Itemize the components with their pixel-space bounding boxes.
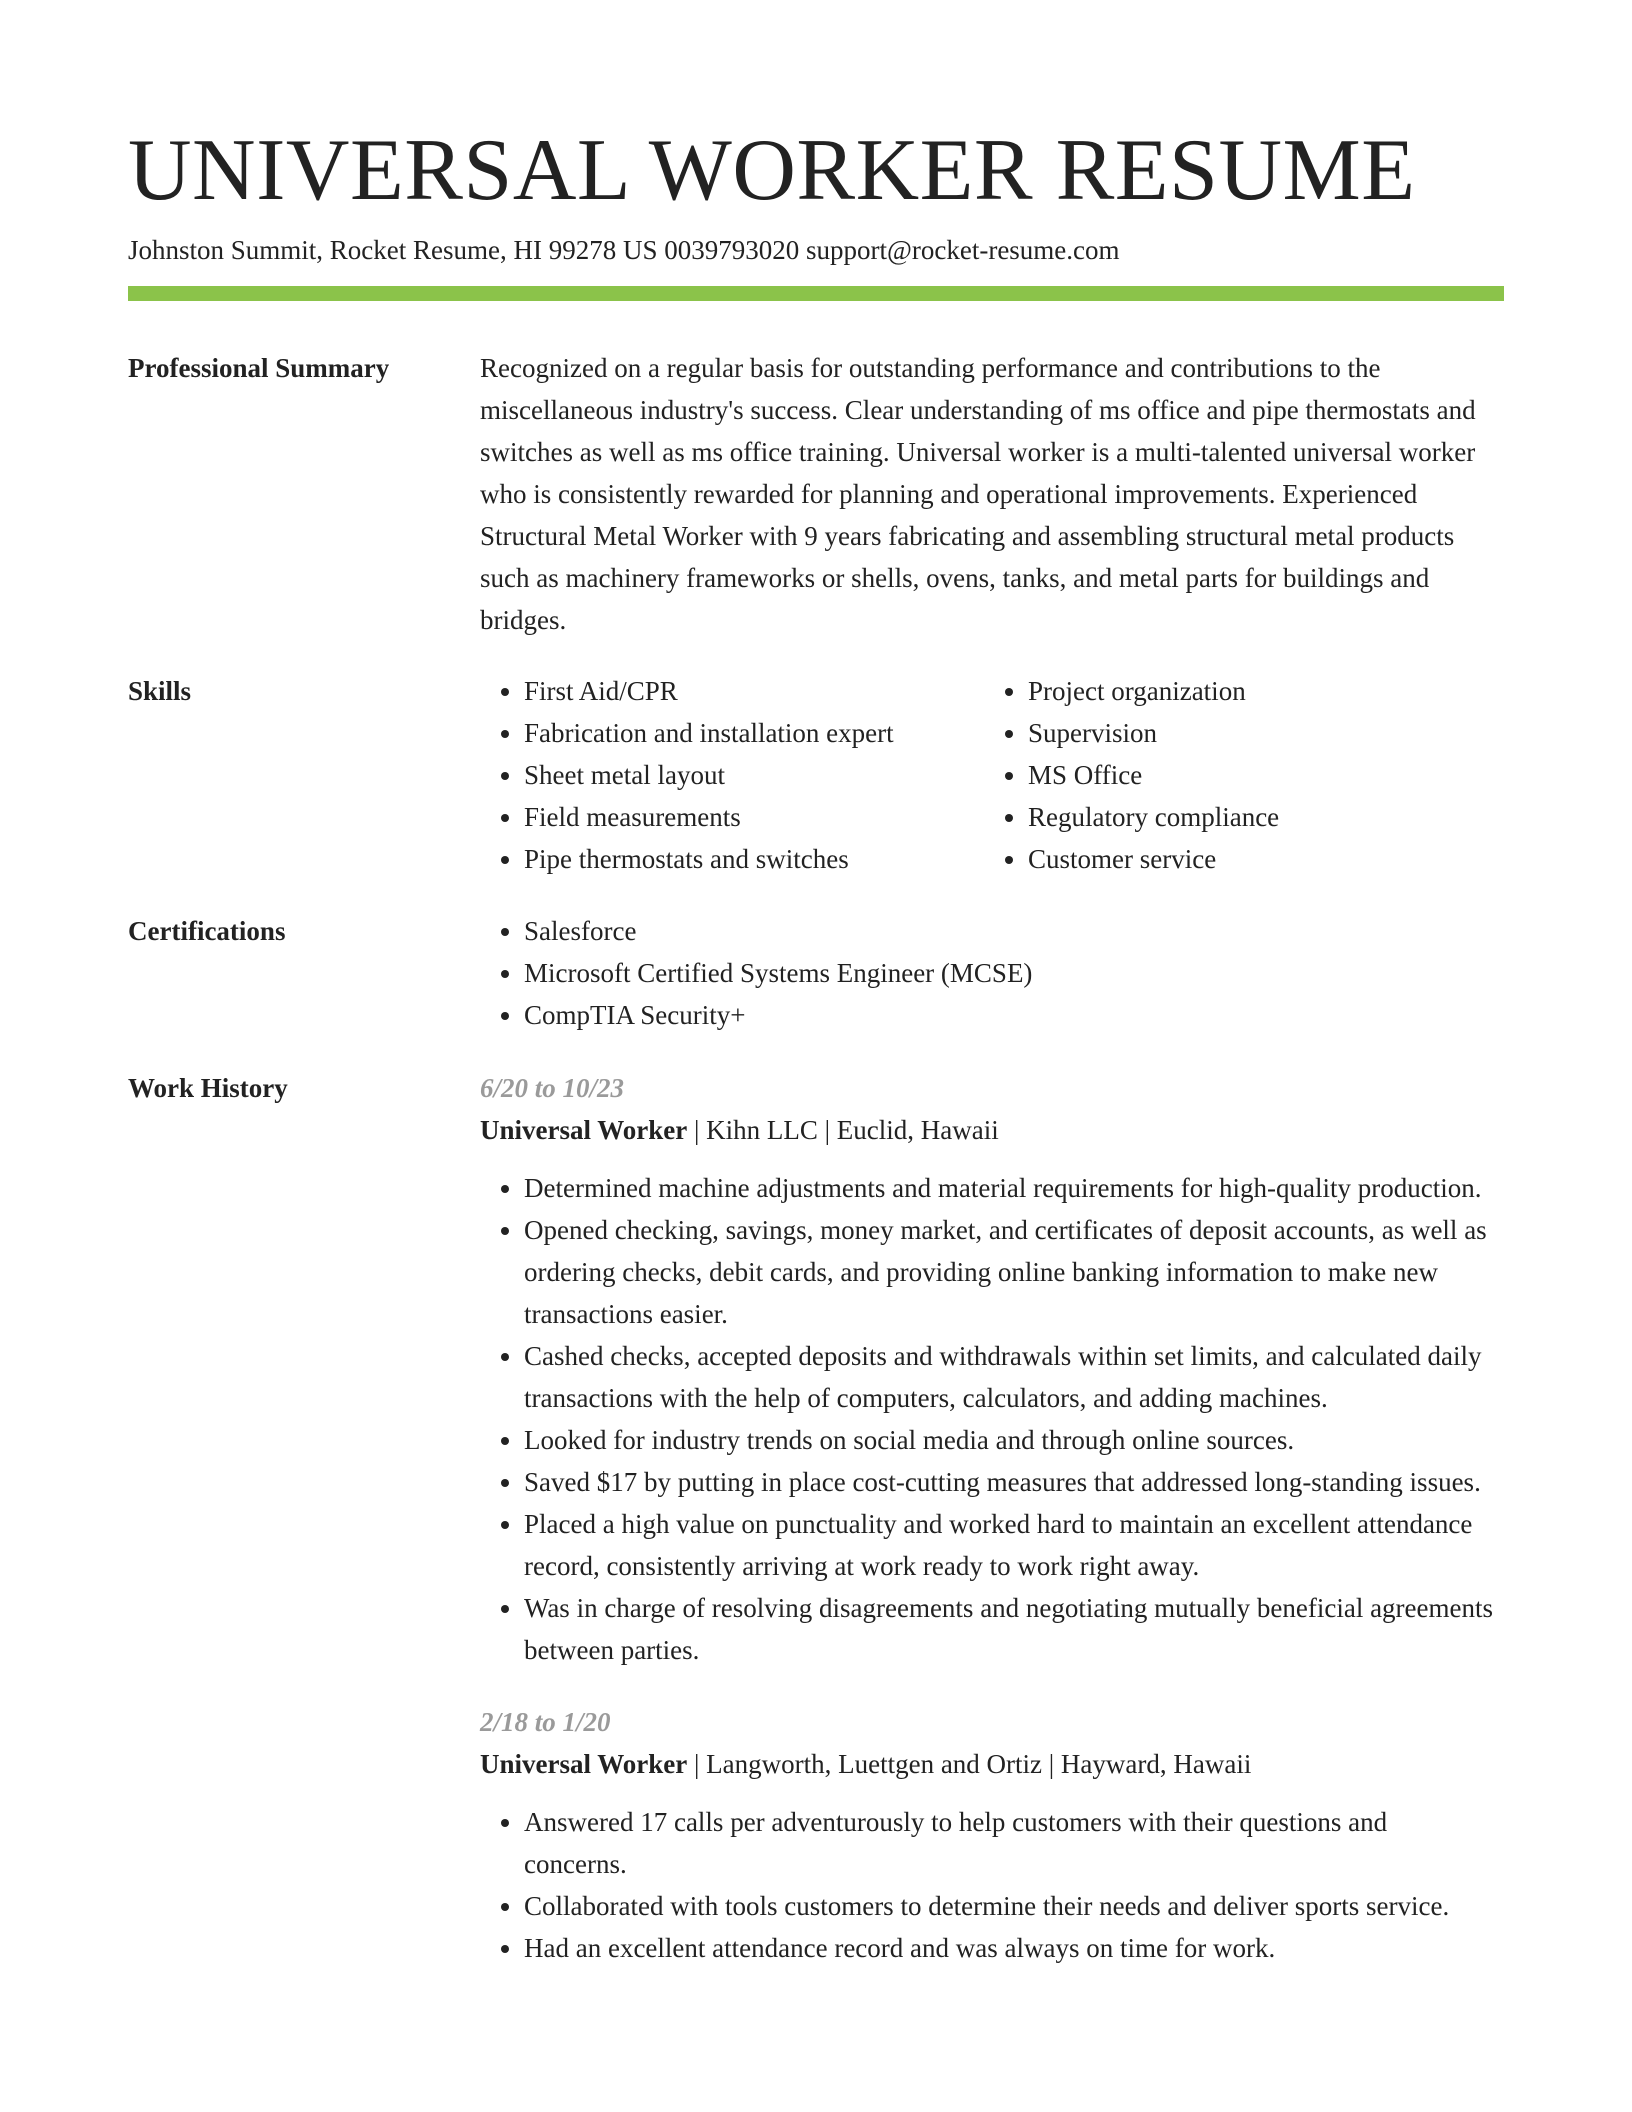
summary-label: Professional Summary <box>128 353 390 383</box>
certification-item: • Microsoft Certified Systems Engineer (MCSE) <box>524 952 1504 994</box>
job-bullets <box>480 1167 1504 1671</box>
certifications-body <box>480 910 1504 1036</box>
skills-list-right <box>984 670 1279 880</box>
job-entry <box>480 1067 1504 1671</box>
job-details: | Langworth, Luettgen and Ortiz | Hayward, Hawaii <box>687 1749 1252 1779</box>
resume-title: UNIVERSAL WORKER RESUME <box>128 122 1416 219</box>
skills-list-left <box>480 670 984 880</box>
summary-body <box>480 347 1504 641</box>
skills-columns <box>480 670 1504 880</box>
skills-body <box>480 670 1504 880</box>
skill-item: • Supervision <box>1028 712 1279 754</box>
job-bullet: • Answered 17 calls per adventurously to help customers with their questions and concerns. <box>524 1801 1504 1885</box>
skill-item: • First Aid/CPR <box>524 670 984 712</box>
job-dates: 6/20 to 10/23 <box>480 1073 625 1103</box>
job-bullet: • Looked for industry trends on social media and through online sources. <box>524 1419 1504 1461</box>
header-divider <box>128 286 1504 301</box>
job-bullet: • Opened checking, savings, money market, and certificates of deposit accounts, as well as ordering checks, debit cards, and providing online banking information to make new transactions easier. <box>524 1209 1504 1335</box>
skill-item: • MS Office <box>1028 754 1279 796</box>
certifications-list <box>480 910 1504 1036</box>
job-dates: 2/18 to 1/20 <box>480 1707 611 1737</box>
job-entry <box>480 1701 1504 1969</box>
job-bullet: • Placed a high value on punctuality and worked hard to maintain an excellent attendance record, consistently arriving at work ready to work right away. <box>524 1503 1504 1587</box>
skills-label: Skills <box>128 676 192 706</box>
skill-item: • Customer service <box>1028 838 1279 880</box>
job-bullet: • Was in charge of resolving disagreements and negotiating mutually beneficial agreements between parties. <box>524 1587 1504 1671</box>
skill-item: • Pipe thermostats and switches <box>524 838 984 880</box>
job-title: Universal Worker <box>480 1115 688 1145</box>
skill-item: • Sheet metal layout <box>524 754 984 796</box>
job-heading <box>480 1109 1504 1151</box>
job-bullet: • Cashed checks, accepted deposits and withdrawals within set limits, and calculated daily transactions with the help of computers, calculators, and adding machines. <box>524 1335 1504 1419</box>
certification-item: • Salesforce <box>524 910 1504 952</box>
job-heading <box>480 1743 1504 1785</box>
skill-item: • Fabrication and installation expert <box>524 712 984 754</box>
job-bullet: • Collaborated with tools customers to determine their needs and deliver sports service. <box>524 1885 1504 1927</box>
certifications-label: Certifications <box>128 916 286 946</box>
skill-item: • Field measurements <box>524 796 984 838</box>
skill-item: • Project organization <box>1028 670 1279 712</box>
job-bullets <box>480 1801 1504 1969</box>
job-bullet: • Had an excellent attendance record and was always on time for work. <box>524 1927 1504 1969</box>
job-details: | Kihn LLC | Euclid, Hawaii <box>687 1115 999 1145</box>
summary-text: Recognized on a regular basis for outstanding performance and contributions to the miscellaneous industry's success. Clear understanding of ms office and pipe thermostats and switches as well as ms office training. Universal worker is a multi-talented universal worker who is consistently rewarded for planning and operational improvements. Experienced Structural Metal Worker with 9 years fabricating and assembling structural metal products such as machinery frameworks or shells, ovens, tanks, and metal parts for buildings and bridges. <box>480 353 1476 635</box>
job-title: Universal Worker <box>480 1749 688 1779</box>
work-history-label: Work History <box>128 1073 288 1103</box>
work-history-body <box>480 1067 1504 1969</box>
skill-item: • Regulatory compliance <box>1028 796 1279 838</box>
job-bullet: • Saved $17 by putting in place cost-cutting measures that addressed long-standing issues. <box>524 1461 1504 1503</box>
job-bullet: • Determined machine adjustments and material requirements for high-quality production. <box>524 1167 1504 1209</box>
contact-line: Johnston Summit, Rocket Resume, HI 99278 US 0039793020 support@rocket-resume.com <box>128 235 1120 265</box>
certification-item: • CompTIA Security+ <box>524 994 1504 1036</box>
